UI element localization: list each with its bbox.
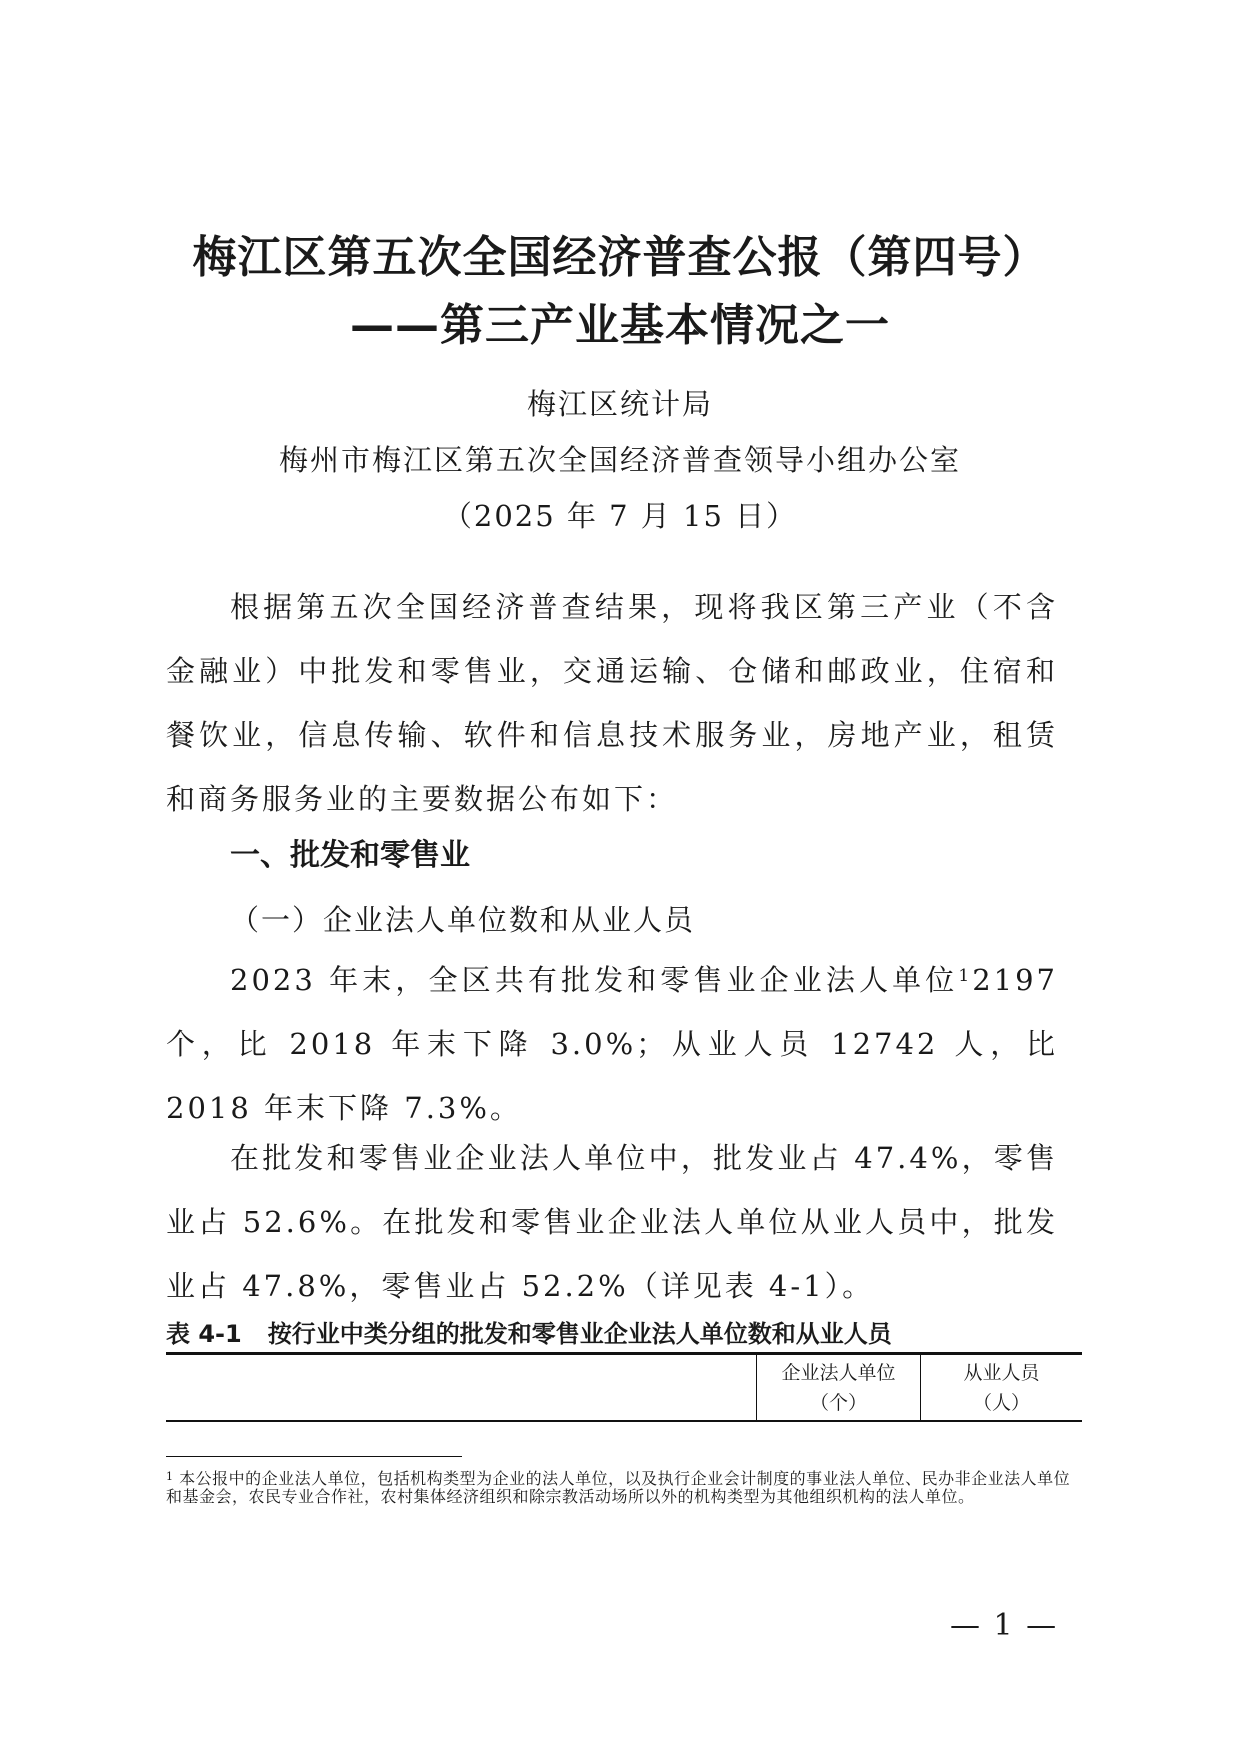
footnote [166,1470,1078,1506]
section-subheading: （一）企业法人单位数和从业人员 [230,903,696,937]
page-subtitle: ——第三产业基本情况之一 [350,300,890,351]
column-header-employees-unit: （人） [972,1392,1030,1414]
column-header-enterprises-unit: （个） [809,1392,867,1414]
paragraph-enterprise-count-part2: 2197 个，比 2018 年末下降 3.0%；从业人员 12742 人，比 2018 年末下降 7.3%。 [166,963,1058,1125]
paragraph-share: 在批发和零售业企业法人单位中，批发业占 47.4%，零售业占 52.6%。在批发和零售业企业法人单位从业人员中，批发业占 47.8%，零售业占 52.2%（详见表 4-1）。 [166,1141,1058,1303]
issuer-org: 梅江区统计局 [526,387,713,421]
column-header-employees-label: 从业人员 [963,1362,1040,1384]
column-header-enterprises [756,1355,920,1420]
footnote-text: 本公报中的企业法人单位，包括机构类型为企业的法人单位，以及执行企业会计制度的事业法人单位、民办非企业法人单位和基金会，农民专业合作社，农村集体经济组织和除宗教活动场所以外的机构类型为其他组织机构的法人单位。 [166,1469,1071,1506]
paragraph-enterprise-count [166,948,1058,1140]
footnote-mark: 1 [166,1470,174,1483]
section-heading: 一、批发和零售业 [230,838,470,873]
data-table-header [166,1352,1082,1422]
footnote-divider [166,1456,462,1457]
table-title: 按行业中类分组的批发和零售业企业法人单位数和从业人员 [267,1320,892,1348]
footnote-reference: 1 [958,966,973,986]
issuer-office: 梅州市梅江区第五次全国经济普查领导小组办公室 [278,443,961,477]
column-header-employees [920,1355,1082,1420]
intro-paragraph: 根据第五次全国经济普查结果，现将我区第三产业（不含金融业）中批发和零售业，交通运输、仓储和邮政业，住宿和餐饮业，信息传输、软件和信息技术服务业，房地产业，租赁和商务服务业的主要数据公布如下： [166,590,1058,816]
page-number: — 1 — [950,1608,1059,1643]
column-header-enterprises-label: 企业法人单位 [781,1362,896,1384]
table-number: 表 4-1 [166,1320,242,1348]
page-title: 梅江区第五次全国经济普查公报（第四号） [192,232,1048,283]
table-caption [166,1318,1086,1350]
paragraph-enterprise-count-part1: 2023 年末，全区共有批发和零售业企业法人单位 [230,963,959,997]
issue-date: （2025 年 7 月 15 日） [442,499,798,533]
